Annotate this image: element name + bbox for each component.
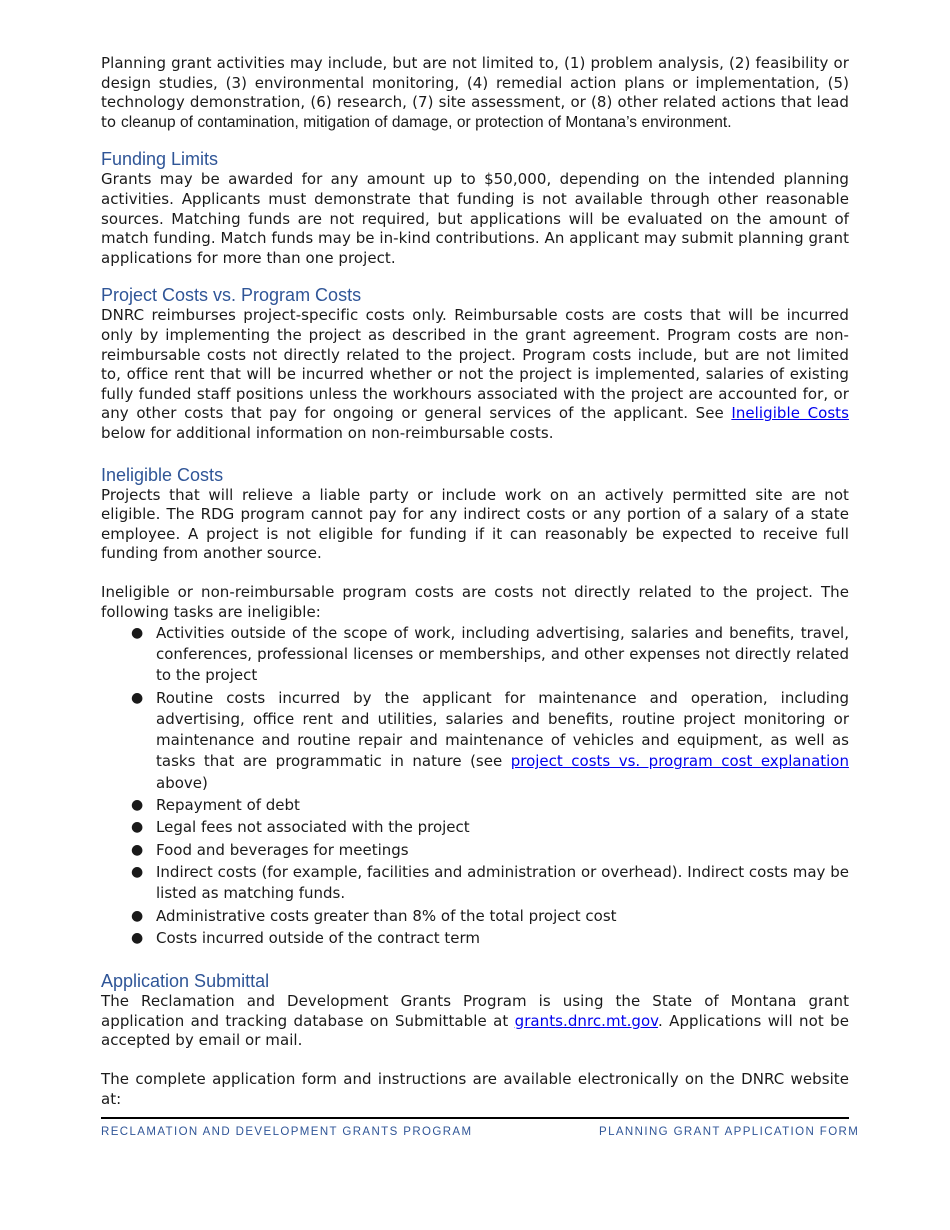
list-item: ● Repayment of debt [101,795,849,816]
application-submittal-heading: Application Submittal [101,971,270,992]
program-cost-explanation-link[interactable]: project costs vs. program cost explanation [510,752,849,771]
bullet-icon: ● [131,841,144,858]
bullet-icon: ● [131,797,144,814]
bullet-icon: ● [131,689,144,706]
list-item: ● Routine costs incurred by the applicant for maintenance and operation, including advertising, office rent and utilities, salaries and benefits, routine project monitoring or maintenance and routine repair and maintenance of vehicles and equipment, as well as tasks that are programmatic in nature (see project costs vs. program cost explanation above) [131,688,849,792]
ineligible-costs-link[interactable]: Ineligible Costs [731,404,849,423]
list-item: ● Indirect costs (for example, facilities and administration or overhead). Indirect costs may be listed as matching funds. [131,862,849,903]
footer-form-name: PLANNING GRANT APPLICATION FORM [599,1126,860,1138]
bullet-icon: ● [131,929,144,946]
funding-limits-heading: Funding Limits [101,149,219,170]
intro-text: Planning grant activities may include, but are not limited to, (1) problem analysis, (2) feasibility or design studies, (3) environmental monitoring, (4) remedial action plans or implementation, (5) technology demonstration, (6) research, (7) site assessment, or (8) other related actions that lead to [101,54,849,131]
intro-last-line: cleanup of contamination, mitigation of damage, or protection of Montana’s environment. [121,113,732,131]
application-submittal-paragraph: The Reclamation and Development Grants Program is using the State of Montana grant application and tracking database on Submittable at grants.dnrc.mt.gov. Applications will not be accepted by email or mail. [101,992,849,1050]
application-form-paragraph: The complete application form and instructions are available electronically on the DNRC website at: [101,1070,849,1109]
bullet-icon: ● [131,863,144,880]
bullet-icon: ● [131,624,144,641]
list-item: ● Costs incurred outside of the contract term [101,928,849,949]
ineligible-costs-heading: Ineligible Costs [101,464,224,485]
project-costs-heading: Project Costs vs. Program Costs [101,285,362,306]
grants-portal-link[interactable]: grants.dnrc.mt.gov [514,1011,658,1030]
bullet-icon: ● [131,819,144,836]
list-item: ● Legal fees not associated with the project [101,817,849,838]
ineligible-costs-paragraph: Projects that will relieve a liable party or include work on an actively permitted site are not eligible. The RDG program cannot pay for any indirect costs or any portion of a salary of a state employee. A project is not eligible for funding if it can reasonably be expected to receive full funding from another source. [101,485,849,563]
intro-paragraph [101,54,849,132]
list-item: ● Administrative costs greater than 8% of the total project cost [101,906,849,927]
footer-divider [101,1117,849,1119]
footer-program-name: RECLAMATION AND DEVELOPMENT GRANTS PROGRAM [101,1126,473,1138]
funding-limits-paragraph: Grants may be awarded for any amount up to $50,000, depending on the intended planning activities. Applicants must demonstrate that funding is not available through other reasonable sources. Matching funds are not required, but applications will be evaluated on the amount of match funding. Match funds may be in-kind contributions. An applicant may submit planning grant applications for more than one project. [101,170,849,267]
bullet-icon: ● [131,907,144,924]
ineligible-tasks-intro: Ineligible or non-reimbursable program costs are costs not directly related to the project. The following tasks are ineligible: [101,583,849,622]
project-costs-paragraph: DNRC reimburses project-specific costs only. Reimbursable costs are costs that will be incurred only by implementing the project as described in the grant agreement. Program costs are non-reimbursable costs not directly related to the project. Program costs include, but are not limited to, office rent that will be incurred whether or not the project is implemented, salaries of existing fully funded staff positions unless the workhours associated with the project are accounted for, or any other costs that pay for ongoing or general services of the applicant. See Ineligible Costs below for additional information on non-reimbursable costs. [101,306,849,442]
ineligible-tasks-list [101,623,849,949]
list-item: ● Activities outside of the scope of work, including advertising, salaries and benefits, travel, conferences, professional licenses or memberships, and other expenses not directly related to the project [131,623,849,685]
list-item: ● Food and beverages for meetings [101,840,849,861]
document-page [101,54,849,1110]
